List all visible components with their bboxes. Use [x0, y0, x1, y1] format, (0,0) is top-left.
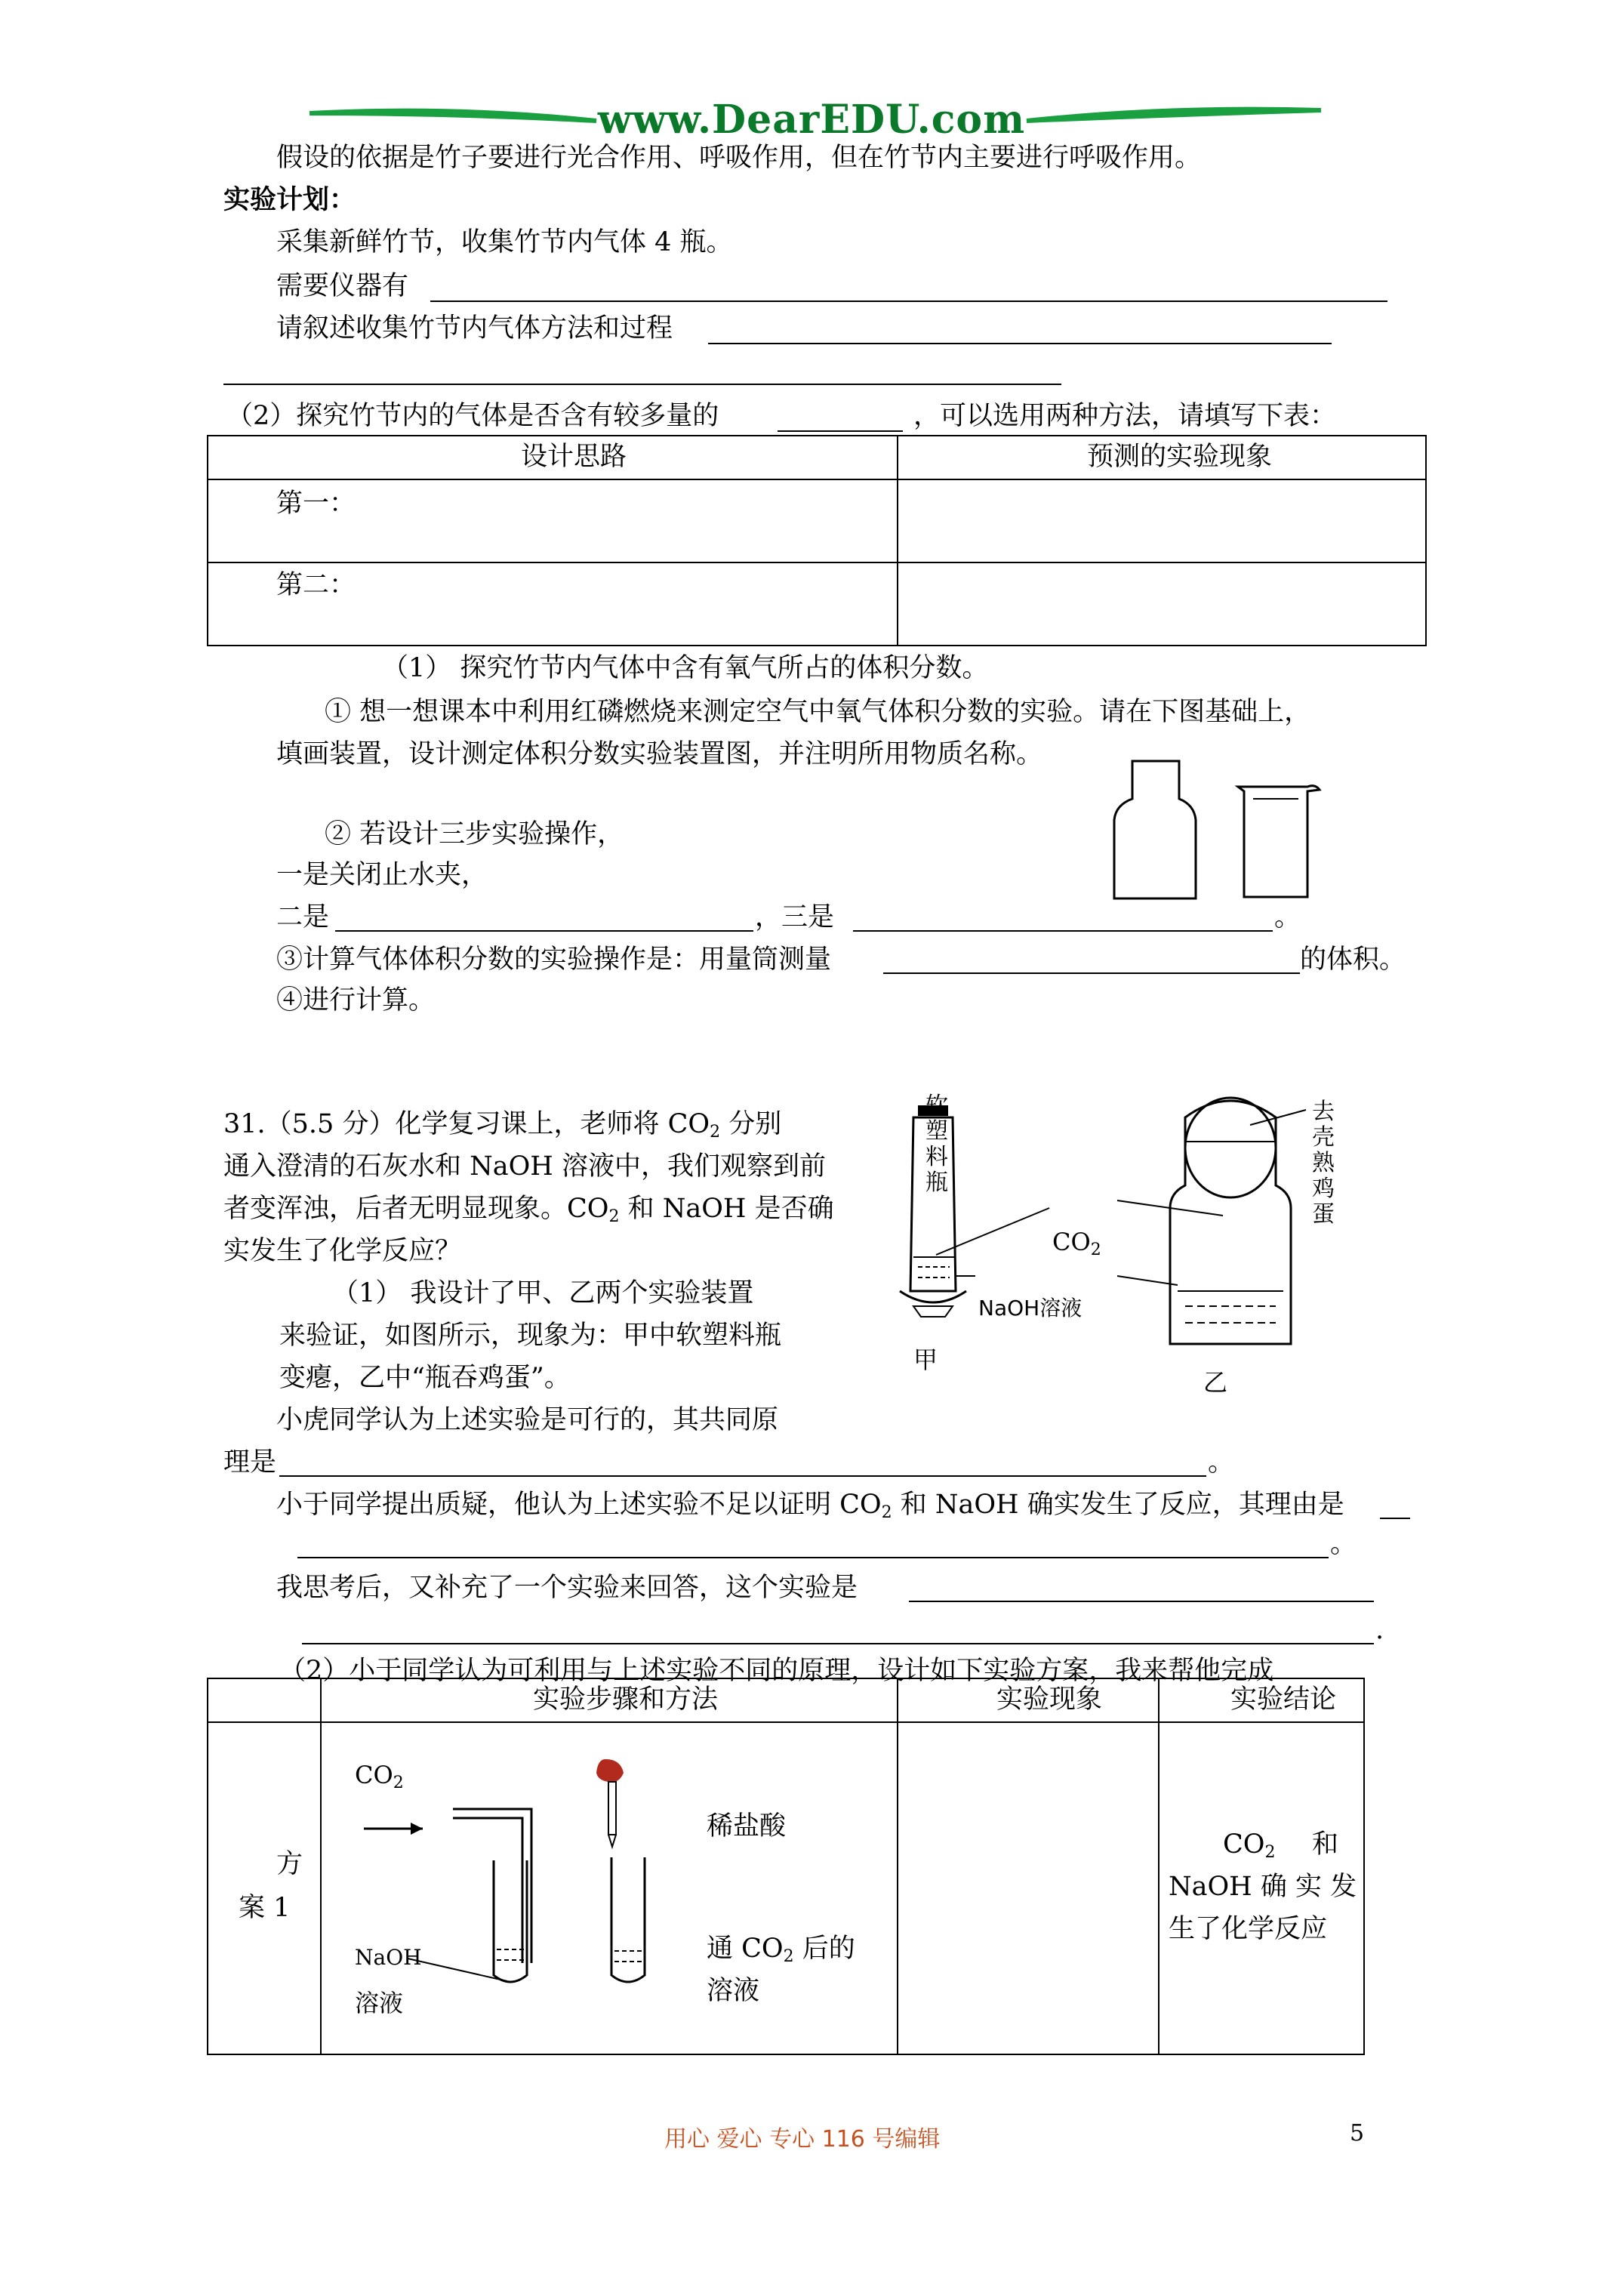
q31-line9-end: 。: [1208, 1447, 1235, 1478]
q1-step3-label: ，三是: [755, 902, 835, 932]
q31-line9: 理是: [223, 1447, 277, 1478]
q31-line4: 实发生了化学反应？: [223, 1236, 462, 1266]
q1-item3-b: 的体积。: [1300, 945, 1406, 975]
plan-label-b: 案 1: [239, 1893, 291, 1923]
site-logo: www.DearEDU.com: [597, 97, 1026, 143]
plan-title: 实验计划：: [223, 184, 356, 215]
t2-naoh-label: NaOH: [355, 1945, 422, 1970]
col-header-conclusion: 实验结论: [1230, 1684, 1337, 1715]
t2-conclusion-co2: $CO_2$: [1223, 1829, 1276, 1862]
col-header-phenomena: 实验现象: [996, 1684, 1103, 1715]
t2-co2-label: $CO_2$: [355, 1761, 404, 1792]
row-second: 第二：: [276, 570, 356, 600]
q31-line12: 我思考后，又补充了一个实验来回答，这个实验是: [276, 1573, 858, 1603]
t2-conclusion-and: 和: [1312, 1829, 1339, 1860]
t2-after-label-b: 溶液: [707, 1976, 760, 2006]
q31-line8: 小虎同学认为上述实验是可行的，其共同原: [276, 1405, 779, 1435]
plan-label-a: 方: [276, 1849, 303, 1879]
bottle-icon: [1114, 761, 1196, 898]
t2-conclusion-line3: 生了化学反应: [1169, 1914, 1328, 1944]
bottle-beaker-figure: [1110, 758, 1336, 909]
method-blank-2[interactable]: [223, 384, 1061, 385]
reason-blank-1[interactable]: [1380, 1518, 1410, 1519]
q31-line1: 31.（5.5 分）化学复习课上，老师将 $CO_2$ 分别: [223, 1109, 782, 1142]
q31-line7: 变瘪，乙中“瓶吞鸡蛋”。: [279, 1363, 571, 1393]
co2-naoh-apparatus: [891, 1087, 1359, 1404]
t2-after-label: 通 $CO_2$ 后的: [707, 1934, 855, 1966]
q1-item4: ④进行计算。: [276, 985, 436, 1015]
test-tube-apparatus: [332, 1737, 649, 1993]
q1-step1: 一是关闭止水夹，: [276, 860, 488, 890]
hypothesis-text: 假设的依据是竹子要进行光合作用、呼吸作用，但在竹节内主要进行呼吸作用。: [276, 143, 1202, 173]
q31-line14: （2）小于同学认为可利用与上述实验不同的原理，设计如下实验方案，我来帮他完成: [279, 1656, 1274, 1686]
volume-blank[interactable]: [883, 972, 1300, 974]
beaker-icon: [1238, 786, 1320, 897]
page-number: 5: [1350, 2120, 1365, 2147]
dropper-tube-icon: [608, 1782, 616, 1835]
plan-line-method: 请叙述收集竹节内气体方法和过程: [276, 313, 673, 344]
q1-step2-label: 二是: [276, 902, 330, 932]
fig-naoh-label: NaOH溶液: [978, 1296, 1083, 1321]
reason-blank-2[interactable]: [297, 1557, 1329, 1558]
q31-line10: 小于同学提出质疑，他认为上述实验不足以证明 $CO_2$ 和 NaOH 确实发生了反应，其理由是: [276, 1490, 1344, 1522]
dropper-bulb-icon: [596, 1759, 624, 1782]
step2-blank[interactable]: [335, 930, 753, 932]
col-header-steps: 实验步骤和方法: [533, 1684, 719, 1715]
q31-line3: 者变浑浊，后者无明显现象。$CO_2$ 和 NaOH 是否确: [223, 1194, 834, 1226]
principle-blank[interactable]: [279, 1475, 1206, 1477]
col-header-prediction: 预测的实验现象: [1087, 442, 1273, 472]
q2-prompt-a: （2）探究竹节内的气体是否含有较多量的: [226, 401, 719, 431]
q1-title: （1） 探究竹节内气体中含有氧气所占的体积分数。: [382, 653, 989, 683]
egg-label: 去 壳 熟 鸡 蛋: [1312, 1099, 1335, 1228]
q31-line11-end: 。: [1330, 1529, 1357, 1559]
q31-line2: 通入澄清的石灰水和 NaOH 溶液中，我们观察到前: [223, 1151, 826, 1182]
q2-gas-blank[interactable]: [778, 430, 903, 432]
egg-icon: [1185, 1098, 1276, 1197]
fig-co2-label: $CO_2$: [1052, 1228, 1101, 1259]
q1-item3-a: ③计算气体体积分数的实验操作是：用量筒测量: [276, 945, 832, 975]
t2-naoh-label-b: 溶液: [355, 1989, 404, 2017]
glass-tube-icon: [453, 1809, 531, 1963]
method-blank-1[interactable]: [708, 343, 1332, 344]
test-tube-right-icon: [611, 1857, 645, 1982]
q31-line6: 来验证，如图所示，现象为：甲中软塑料瓶: [279, 1321, 782, 1351]
plan-line-collect: 采集新鲜竹节，收集竹节内气体 4 瓶。: [276, 227, 733, 257]
t2-acid-label: 稀盐酸: [707, 1811, 787, 1841]
flask-icon: [1170, 1101, 1291, 1344]
q1-item1-b: 填画装置，设计测定体积分数实验装置图，并注明所用物质名称。: [276, 739, 1043, 769]
soft-bottle-label: 软 塑 料 瓶: [925, 1093, 948, 1196]
q31-line5: （1） 我设计了甲、乙两个实验装置: [332, 1278, 754, 1308]
row-first: 第一：: [276, 488, 356, 519]
footer-text: 用心 爱心 专心 116 号编辑: [664, 2126, 941, 2153]
experiment-blank-2[interactable]: [302, 1643, 1374, 1644]
step3-blank[interactable]: [853, 930, 1273, 932]
fig-yi-label: 乙: [1203, 1368, 1228, 1397]
q1-step3-end: 。: [1274, 902, 1301, 932]
experiment-blank-1[interactable]: [909, 1601, 1374, 1602]
plan-line-instruments: 需要仪器有: [276, 271, 409, 301]
col-header-design: 设计思路: [521, 442, 627, 472]
q31-line13-end: .: [1375, 1615, 1384, 1645]
q1-item2: ② 若设计三步实验操作，: [325, 819, 624, 849]
fig-jia-label: 甲: [913, 1345, 938, 1374]
q1-item1-a: ① 想一想课本中利用红磷燃烧来测定空气中氧气体积分数的实验。请在下图基础上，: [325, 697, 1311, 727]
q2-prompt-b: ，可以选用两种方法，请填写下表：: [913, 401, 1337, 431]
t2-conclusion-line2: NaOH 确 实 发: [1169, 1872, 1357, 1902]
instruments-blank[interactable]: [430, 300, 1387, 302]
